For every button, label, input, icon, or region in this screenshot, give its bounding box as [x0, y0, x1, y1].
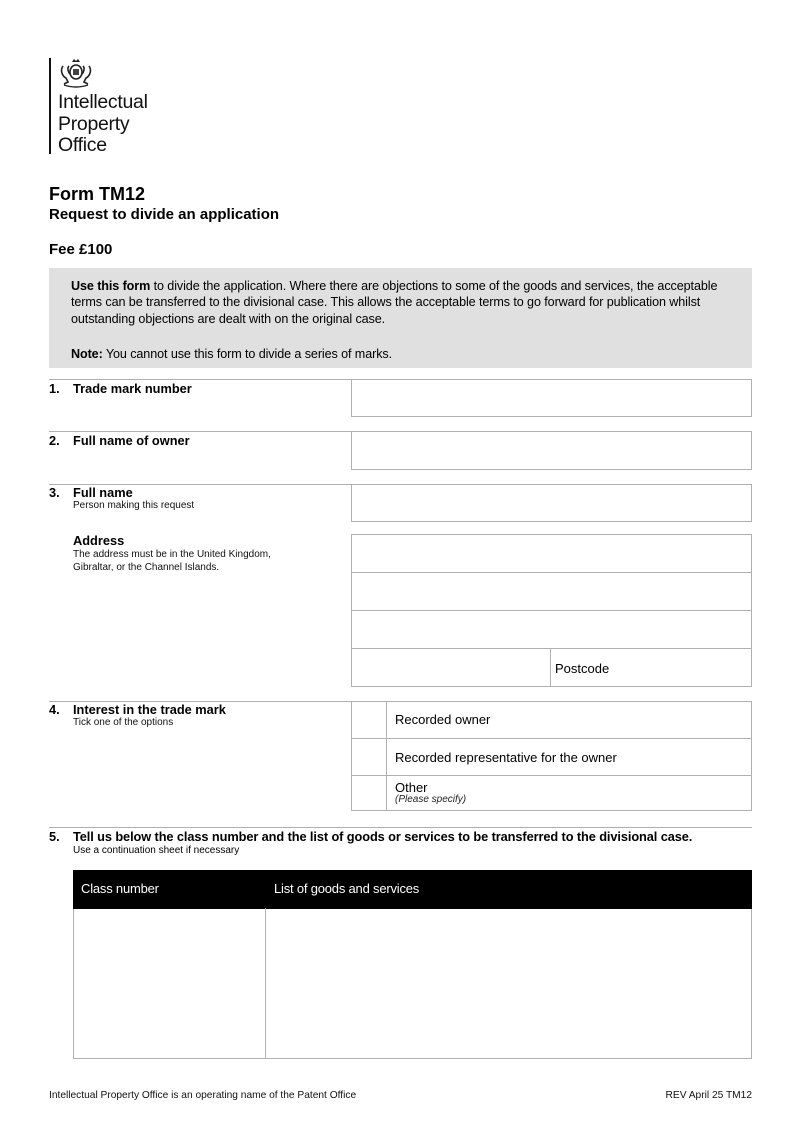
interest-options-table	[351, 701, 752, 811]
logo-line-1: Intellectual	[58, 91, 148, 113]
question-4-hint: Tick one of the options	[73, 717, 174, 728]
address-hint-line-1: The address must be in the United Kingdom,	[73, 549, 271, 560]
column-header-goods-services: List of goods and services	[274, 881, 420, 896]
postcode-label: Postcode	[555, 661, 610, 676]
question-5-label: Tell us below the class number and the list of goods or services to be transferred to the divisional case.	[73, 829, 693, 844]
postcode-field[interactable]	[620, 649, 751, 686]
checkbox-other[interactable]	[352, 776, 387, 810]
info-note-bold: Note:	[71, 346, 103, 361]
logo-line-2: Property	[58, 112, 130, 135]
footer-operating-name: Intellectual Property Office is an operating name of the Patent Office	[49, 1090, 357, 1101]
section-divider	[49, 827, 752, 828]
question-4-number: 4.	[49, 702, 60, 717]
checkbox-recorded-representative[interactable]	[352, 739, 387, 775]
form-subtitle: Request to divide an application	[49, 206, 280, 223]
option-row-recorded-representative[interactable]	[352, 738, 751, 775]
question-5-hint: Use a continuation sheet if necessary	[73, 845, 240, 856]
requester-full-name-field[interactable]	[351, 484, 752, 522]
question-1-label: Trade mark number	[73, 381, 192, 396]
logo-line-3: Office	[58, 134, 107, 156]
address-label: Address	[73, 533, 125, 548]
option-label: Recorded representative for the owner	[395, 750, 617, 765]
class-number-input[interactable]	[74, 909, 265, 1058]
info-panel	[49, 268, 752, 368]
option-row-recorded-owner[interactable]	[352, 701, 751, 738]
column-header-class-number: Class number	[81, 881, 159, 896]
postcode-divider	[550, 648, 551, 687]
option-row-other[interactable]	[352, 775, 751, 810]
question-2-number: 2.	[49, 433, 60, 448]
address-hint-line-2: Gibraltar, or the Channel Islands.	[73, 562, 220, 573]
footer-revision: REV April 25 TM12	[665, 1090, 752, 1101]
question-3-label: Full name	[73, 485, 133, 500]
question-2-label: Full name of owner	[73, 433, 190, 448]
form-title: Form TM12	[49, 184, 146, 204]
logo-wordmark	[58, 92, 148, 157]
info-lead-bold: Use this form	[71, 279, 151, 293]
option-label: Recorded owner	[395, 712, 491, 727]
address-line-2-field[interactable]	[351, 572, 752, 611]
fee-label: Fee £100	[49, 241, 113, 258]
address-line-3-field[interactable]	[351, 610, 752, 649]
question-3-hint: Person making this request	[73, 500, 195, 511]
owner-full-name-field[interactable]	[351, 431, 752, 470]
info-lead-text: to divide the application. Where there are objections to some of the goods and services, the acceptable terms can be transferred to the divisional case. This allows the acceptable terms to go forward for publication whilst outstanding objections are dealt with on the original case.	[71, 279, 718, 326]
goods-services-table	[73, 870, 752, 1059]
question-1-number: 1.	[49, 381, 60, 396]
option-label: Other	[395, 780, 428, 795]
logo-divider-bar	[49, 58, 51, 154]
info-note	[71, 346, 730, 362]
option-sublabel: (Please specify)	[395, 794, 467, 805]
question-3-number: 3.	[49, 485, 60, 500]
checkbox-recorded-owner[interactable]	[352, 701, 387, 738]
royal-coat-of-arms-icon	[58, 58, 94, 88]
info-paragraph	[71, 278, 730, 327]
question-4-label: Interest in the trade mark	[73, 702, 226, 717]
goods-services-input[interactable]	[266, 909, 751, 1058]
question-5-number: 5.	[49, 829, 60, 844]
address-line-1-field[interactable]	[351, 534, 752, 573]
info-note-text: You cannot use this form to divide a series of marks.	[102, 346, 392, 361]
trade-mark-number-field[interactable]	[351, 379, 752, 417]
table-header	[73, 870, 752, 909]
